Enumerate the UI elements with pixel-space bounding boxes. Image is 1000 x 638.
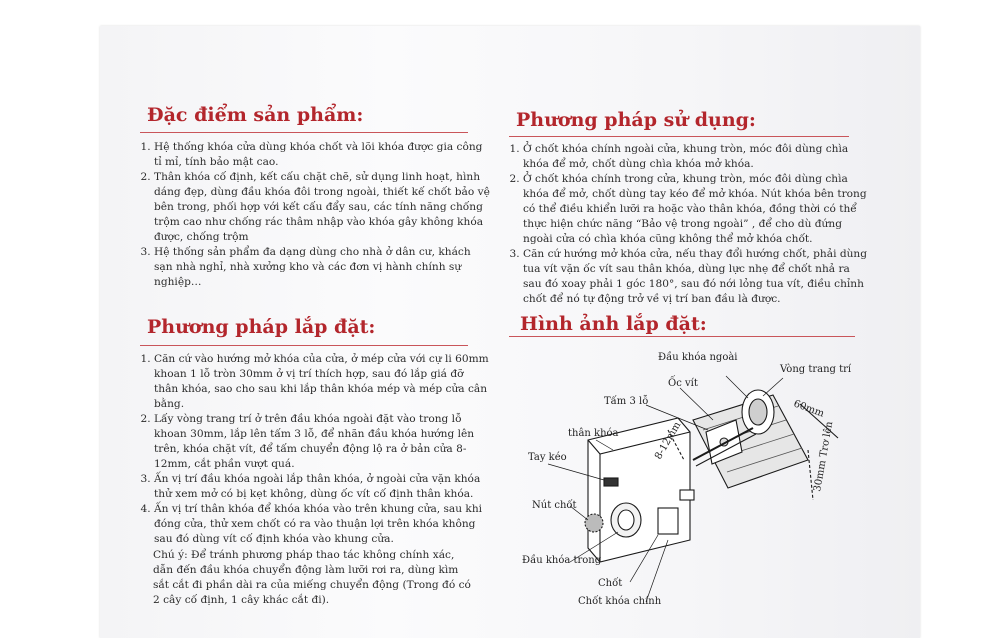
installation-note: Chú ý: Để tránh phương pháp thao tác không chính xác, dẫn đến đầu khóa chuyển động làm lưỡi rơi ra, dùng kìm sắt cắt đi phần dài ra của miếng chuyển động (Trong đó có 2 cây cố định, 1 cây khác cắt đi). — [153, 549, 471, 606]
label-lock-body: thân khóa — [568, 428, 619, 439]
label-screw: Ốc vít — [668, 378, 698, 389]
label-inner-head: Đầu khóa trong — [522, 555, 602, 566]
features-list — [140, 140, 490, 290]
label-pull: Tay kéo — [528, 452, 567, 463]
installation-rule — [140, 345, 468, 346]
list-item: 3. Căn cứ hướng mở khóa cửa, nếu thay đổi hướng chốt, phải dùng tua vít vặn ốc vít sau thân khóa, dùng lực nhẹ để chốt nhả ra sau đó xoay phải 1 góc 180°, sau đó nới lỏng tua vít, điều chỉnh chốt để nó tự động trở về vị trí ban đầu là được. — [523, 247, 869, 307]
label-decor-ring: Vòng trang trí — [780, 364, 852, 375]
usage-rule — [509, 136, 849, 137]
bolt-knob — [585, 514, 603, 532]
installation-list — [140, 352, 490, 547]
diagram-heading: Hình ảnh lắp đặt: — [520, 313, 707, 335]
list-item: 2. Thân khóa cố định, kết cấu chặt chẽ, sử dụng linh hoạt, hình dáng đẹp, dùng đầu khóa đôi trong ngoài, thiết kế chốt bảo vệ bên trong, phối hợp với kết cấu đẩy sau, các tính năng chống trộm cao như chống rác thâm nhập vào khóa gây không khóa được, chống trộm — [154, 170, 490, 245]
outer-head — [749, 399, 767, 425]
label-plate: Tấm 3 lỗ — [604, 396, 649, 407]
label-main-bolt: Chốt khóa chính — [578, 596, 662, 607]
features-heading: Đặc điểm sản phẩm: — [147, 104, 364, 126]
list-item: 3. Hệ thống sản phẩm đa dạng dùng cho nhà ở dân cư, khách sạn nhà nghỉ, nhà xưởng kho và các đơn vị hành chính sự nghiệp… — [154, 245, 490, 290]
label-bolt: Chốt — [598, 578, 623, 589]
label-button: Nút chốt — [532, 500, 577, 511]
main-bolt — [658, 508, 678, 534]
usage-list — [509, 142, 869, 307]
usage-heading: Phương pháp sử dụng: — [516, 109, 756, 131]
installation-heading: Phương pháp lắp đặt: — [147, 316, 376, 338]
list-item: 3. Ấn vị trí đầu khóa ngoài lắp thân khóa, ở ngoài cửa vặn khóa thử xem mở có bị kẹt không, dùng ốc vít cố định thân khóa. — [154, 472, 490, 502]
features-rule — [140, 132, 468, 133]
installation-diagram — [508, 340, 888, 620]
list-item: 2. Lấy vòng trang trí ở trên đầu khóa ngoài đặt vào trong lỗ khoan 30mm, lắp lên tấm 3 lỗ, để nhãn đầu khóa hướng lên trên, khóa chặt vít, để tấm chuyển động lộ ra ở bản cửa 8-12mm, cắt phần vượt quá. — [154, 412, 490, 472]
label-outer-head: Đầu khóa ngoài — [658, 352, 738, 363]
list-item: 2. Ở chốt khóa chính trong cửa, khung tròn, móc đôi dùng chìa khóa để mở, chốt dùng tay kéo để mở khóa. Nút khóa bên trong có thể điều khiển lưỡi ra hoặc vào thân khóa, đồng thời có thể thực hiện chức năng “Bảo vệ trong ngoài” , để cho dù đứng ngoài cửa có chìa khóa cũng không thể mở khóa chốt. — [523, 172, 869, 247]
diagram-rule — [509, 336, 855, 337]
label-dim-60: 60mm — [791, 398, 826, 420]
label-dim-30: 30mm Trơ lên — [812, 420, 836, 493]
list-item: 1. Hệ thống khóa cửa dùng khóa chốt và lõi khóa được gia công tỉ mỉ, tính bảo mật cao. — [154, 140, 490, 170]
list-item: 4. Ấn vị trí thân khóa để khóa khóa vào trên khung cửa, sau khi đóng cửa, thử xem chốt có ra vào thuận lợi trên khóa không sau đó dùng vít cố định khóa vào khung cửa. — [154, 502, 490, 547]
list-item: 1. Ở chốt khóa chính ngoài cửa, khung tròn, móc đôi dùng chìa khóa để mở, chốt dùng chìa khóa mở khóa. — [523, 142, 869, 172]
list-item: 1. Căn cứ vào hướng mở khóa của cửa, ở mép cửa với cự li 60mm khoan 1 lỗ tròn 30mm ở vị trí thích hợp, sau đó lắp giá đỡ thân khóa, sao cho sau khi lắp thân khóa mép và mép cửa cân bằng. — [154, 352, 490, 412]
label-dim-8-12: 8-12mm — [653, 420, 684, 462]
